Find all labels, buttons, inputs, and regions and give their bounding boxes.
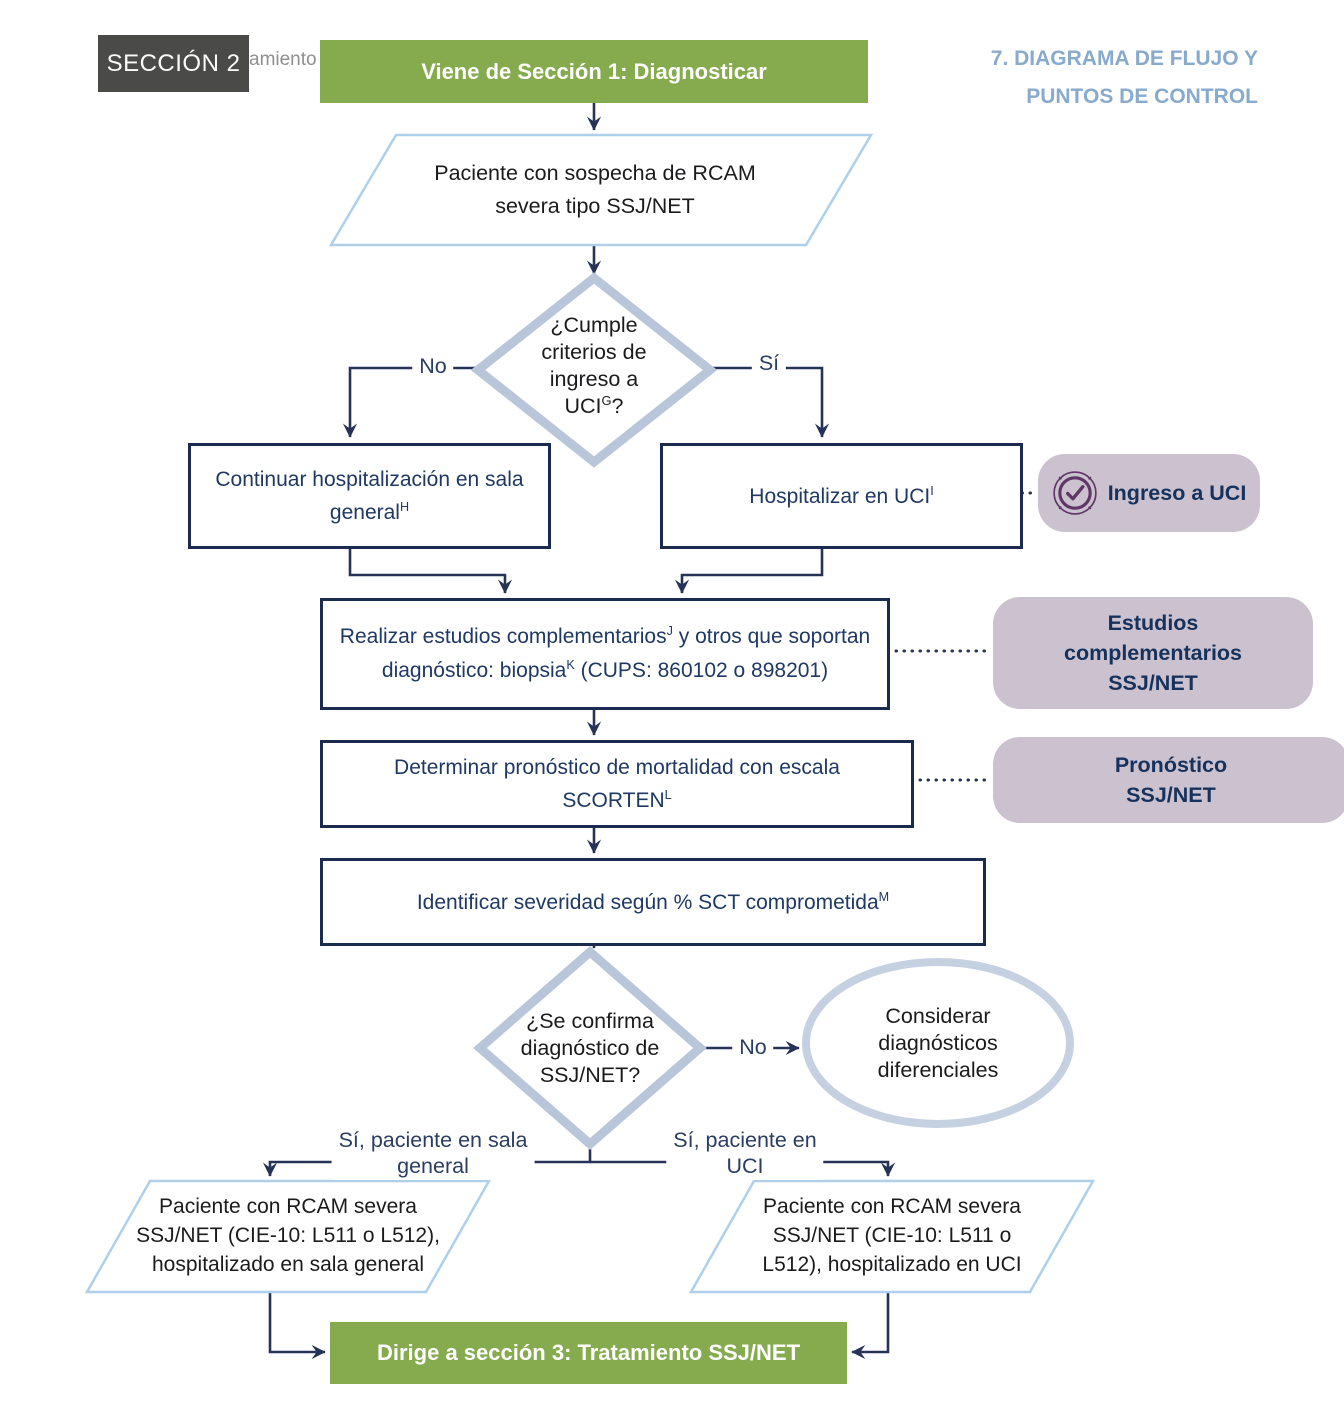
branch-label-yes: Sí bbox=[752, 349, 786, 377]
branch-label-yes-uci: Sí, paciente en UCI bbox=[666, 1126, 823, 1180]
node-severity-sct: Identificar severidad según % SCT comprometida$^M$ bbox=[320, 858, 986, 946]
branch-label-no-2: No bbox=[732, 1033, 773, 1061]
connector-uci-to-studies bbox=[682, 545, 822, 593]
page-header-right: 7. DIAGRAMA DE FLUJO Y PUNTOS DE CONTROL bbox=[990, 47, 1258, 108]
node-ward-patient: Paciente con RCAM severa SSJ/NET (CIE-10: L511 o L512), hospitalizado en sala general bbox=[136, 1195, 440, 1276]
branch-label-no: No bbox=[412, 352, 453, 380]
connector-decision1-yes bbox=[709, 368, 822, 437]
decision-confirm-diagnosis: ¿Se confirma diagnóstico de SSJ/NET? bbox=[520, 1009, 660, 1087]
node-hospitalize-uci: Hospitalizar en $UCI^I$ bbox=[660, 443, 1023, 549]
document-title-fragment: amiento bbox=[249, 49, 317, 70]
connector-ucipatient-to-end bbox=[852, 1293, 888, 1352]
node-differential-diagnosis: Considerar diagnósticos diferenciales bbox=[877, 1004, 999, 1082]
checkpoint-ingreso-uci: Ingreso a UCI bbox=[1038, 454, 1260, 532]
checkpoint-estudios: Estudios complementarios SSJ/NET bbox=[993, 597, 1313, 709]
checkpoint-pronostico: Pronóstico SSJ/NET bbox=[993, 737, 1344, 823]
node-continue-ward: Continuar hospitalización en sala general$^H$ bbox=[188, 443, 551, 549]
connector-ward-to-studies bbox=[350, 545, 505, 593]
node-scorten-prognosis: Determinar pronóstico de mortalidad con escala $SCORTEN^L$ bbox=[320, 740, 914, 828]
check-badge-icon bbox=[1052, 470, 1098, 516]
node-complementary-studies: Realizar estudios complementarios$^J$ y otros que soportan diagnóstico: biopsia$^K$ (CUPS: 860102 o 898201) bbox=[320, 598, 890, 710]
decision-uci-criteria: ¿Cumple criterios de ingreso a $UCI^G$? bbox=[541, 313, 647, 418]
start-node: Viene de Sección 1: Diagnosticar bbox=[320, 40, 868, 103]
node-uci-patient: Paciente con RCAM severa SSJ/NET (CIE-10: L511 o L512), hospitalizado en UCI bbox=[762, 1195, 1022, 1276]
connector-wardpatient-to-end bbox=[270, 1293, 325, 1352]
branch-label-yes-ward: Sí, paciente en sala general bbox=[332, 1126, 535, 1180]
end-node: Dirige a sección 3: Tratamiento SSJ/NET bbox=[330, 1322, 847, 1384]
node-suspect-rcam: Paciente con sospecha de RCAM severa tipo SSJ/NET bbox=[434, 161, 756, 218]
section-2-label: SECCIÓN 2 bbox=[98, 35, 249, 92]
